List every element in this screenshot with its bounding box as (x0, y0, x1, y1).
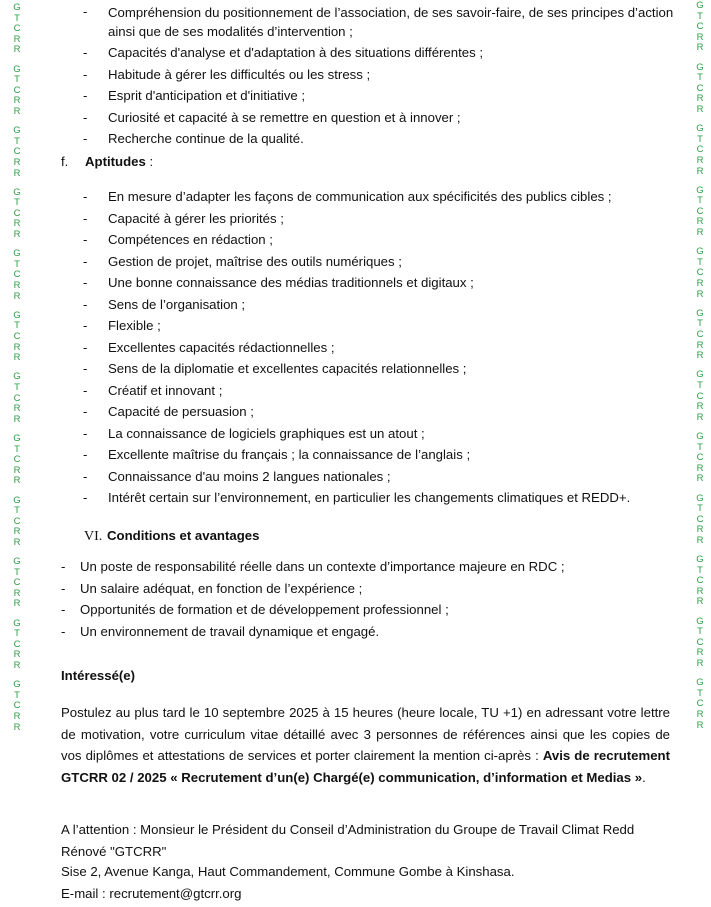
watermark-letter: T (697, 318, 703, 330)
watermark-letter: R (13, 649, 21, 661)
watermark-letter: T (697, 72, 703, 84)
watermark-letter: C (696, 205, 704, 217)
watermark-letter: T (697, 379, 703, 391)
watermark-letter: G (13, 2, 21, 13)
watermark-letter: R (13, 536, 21, 548)
watermark-letter: G (13, 309, 21, 321)
watermark-letter: G (696, 615, 704, 627)
watermark-letter: C (696, 21, 704, 33)
section-vi-title: Conditions et avantages (107, 528, 260, 543)
list-item: - Gestion de projet, maîtrise des outils numériques ; (83, 253, 402, 269)
email-line: E-mail : recrutement@gtcrr.org (61, 886, 242, 901)
watermark-letter: G (696, 123, 704, 135)
watermark-letter: R (696, 339, 704, 351)
watermark-letter: R (696, 31, 704, 43)
watermark-letter: R (696, 585, 704, 597)
watermark-letter: C (13, 23, 21, 35)
watermark-letter: G (696, 184, 704, 196)
watermark-letter: R (696, 596, 704, 608)
list-item: - Capacités d'analyse et d'adaptation à des situations différentes ; (83, 45, 484, 60)
watermark-letter: T (697, 503, 703, 515)
list-item: - Un environnement de travail dynamique et engagé. (61, 624, 380, 640)
watermark-letter: G (696, 0, 704, 11)
watermark-letter: C (13, 392, 21, 404)
watermark-letter: G (13, 617, 21, 629)
watermark-letter: R (696, 350, 704, 362)
section-f-heading: f. Aptitudes : (61, 154, 154, 169)
watermark-letter: G (13, 186, 21, 198)
watermark-letter: R (696, 401, 704, 413)
watermark-letter: C (696, 575, 704, 587)
watermark-letter: G (696, 61, 704, 73)
watermark-letter: T (14, 74, 20, 86)
watermark-letter: R (696, 647, 704, 659)
watermark-letter: C (13, 638, 21, 650)
watermark-letter: R (696, 719, 704, 731)
watermark-letter: G (696, 554, 704, 566)
watermark-letter: T (697, 133, 703, 145)
watermark-letter: C (13, 207, 21, 219)
list-item: - Sens de la diplomatie et excellentes capacités relationnelles ; (83, 361, 467, 376)
watermark-letter: C (696, 390, 704, 402)
watermark-letter: R (696, 524, 704, 536)
list-item: - Excellentes capacités rédactionnelles ; (83, 339, 335, 355)
watermark-letter: G (696, 677, 704, 689)
watermark-letter: G (13, 248, 21, 260)
list-item: - Connaissance d'au moins 2 langues nationales ; (83, 468, 391, 484)
right-watermark (695, 1, 705, 740)
list-item: - Compréhension du positionnement de l’association, de ses savoir-faire, de ses principes d’action ainsi que de ses modalités d’intervention ; (83, 4, 674, 39)
watermark-letter: R (696, 708, 704, 720)
watermark-letter: R (13, 167, 21, 179)
watermark-letter: G (696, 369, 704, 381)
watermark-letter: R (13, 403, 21, 415)
watermark-letter: C (13, 331, 21, 342)
list-item: - Recherche continue de la qualité. (83, 131, 304, 146)
watermark-letter: T (14, 689, 20, 701)
watermark-letter: T (697, 441, 703, 453)
watermark-letter: G (13, 494, 21, 506)
watermark-letter: C (696, 513, 704, 525)
watermark-letter: G (13, 371, 21, 383)
watermark-gap (695, 731, 705, 740)
section-vi-heading: VI. Conditions et avantages (84, 528, 260, 544)
watermark-letter: T (697, 687, 703, 699)
list-item: - Curiosité et capacité à se remettre en question et à innover ; (83, 109, 461, 125)
watermark-letter: C (696, 267, 704, 279)
watermark-letter: R (696, 278, 704, 290)
watermark-letter: C (13, 269, 21, 281)
watermark-letter: R (13, 413, 21, 425)
watermark-gap (12, 733, 22, 742)
watermark-letter: C (696, 636, 704, 648)
watermark-letter: C (13, 146, 21, 158)
watermark-letter: R (696, 288, 704, 300)
watermark-letter: R (696, 462, 704, 474)
list-item: - Sens de l’organisation ; (83, 296, 246, 312)
watermark-letter: R (13, 598, 21, 610)
watermark-letter: R (13, 280, 21, 292)
watermark-letter: G (13, 125, 21, 137)
watermark-letter: R (696, 103, 704, 115)
list-item: - Intérêt certain sur l’environnement, en particulier les changements climatiques et REDD+. (83, 490, 631, 505)
watermark-letter: T (14, 628, 20, 640)
watermark-letter: R (13, 352, 21, 364)
watermark-letter: R (696, 227, 704, 239)
watermark-letter: C (696, 329, 704, 340)
list-item: - Une bonne connaissance des médias traditionnels et digitaux ; (83, 275, 474, 290)
watermark-letter: R (696, 473, 704, 485)
watermark-letter: T (14, 258, 20, 270)
watermark-letter: R (696, 154, 704, 166)
watermark-letter: G (696, 430, 704, 442)
interesse-title: Intéressé(e) (61, 668, 136, 683)
watermark-letter: T (14, 505, 20, 517)
watermark-letter: R (13, 156, 21, 168)
watermark-letter: G (13, 556, 21, 568)
list-item: - Créatif et innovant ; (83, 382, 223, 398)
list-item: - Habitude à gérer les difficultés ou les stress ; (83, 66, 371, 82)
watermark-letter: R (13, 95, 21, 107)
watermark-letter: R (13, 710, 21, 722)
watermark-letter: T (697, 564, 703, 576)
watermark-letter: R (13, 44, 21, 56)
watermark-letter: T (14, 197, 20, 209)
watermark-letter: R (696, 93, 704, 105)
watermark-letter: R (696, 42, 704, 54)
list-item: - Un salaire adéquat, en fonction de l’expérience ; (61, 580, 363, 596)
watermark-letter: G (13, 679, 21, 691)
watermark-letter: C (696, 144, 704, 156)
list-item: - Opportunités de formation et de développement professionnel ; (61, 602, 449, 618)
watermark-letter: R (13, 475, 21, 487)
watermark-letter: R (13, 218, 21, 230)
watermark-letter: R (13, 229, 21, 241)
attention-line: A l’attention : Monsieur le Président du Conseil d’Administration du Groupe de Travail Climat Redd Rénové "GTCRR" (61, 822, 635, 859)
watermark-letter: R (13, 341, 21, 353)
watermark-letter: R (13, 526, 21, 538)
watermark-letter: R (13, 290, 21, 302)
watermark-letter: R (696, 216, 704, 228)
watermark-letter: G (13, 63, 21, 75)
watermark-letter: G (696, 307, 704, 319)
watermark-letter: R (696, 165, 704, 177)
list-item: - Esprit d'anticipation et d'initiative ; (83, 88, 306, 103)
watermark-letter: T (14, 12, 20, 24)
watermark-letter: C (13, 84, 21, 96)
watermark-letter: G (13, 432, 21, 444)
watermark-letter: C (696, 452, 704, 464)
watermark-letter: T (697, 626, 703, 638)
list-item: - Flexible ; (83, 318, 161, 333)
watermark-letter: T (697, 10, 703, 22)
watermark-letter: T (697, 256, 703, 268)
watermark-letter: R (13, 33, 21, 45)
watermark-letter: T (14, 320, 20, 332)
watermark-letter: C (13, 515, 21, 527)
list-item: - Un poste de responsabilité réelle dans un contexte d’importance majeure en RDC ; (61, 559, 565, 574)
aptitudes-list (0, 186, 690, 509)
watermark-letter: T (14, 381, 20, 393)
watermark-letter: C (13, 454, 21, 466)
watermark-letter: R (13, 105, 21, 117)
watermark-letter: C (696, 698, 704, 710)
watermark-letter: C (696, 82, 704, 94)
watermark-letter: R (696, 534, 704, 546)
watermark-letter: R (696, 658, 704, 669)
watermark-letter: C (13, 577, 21, 589)
watermark-letter: T (14, 135, 20, 147)
address-line: Sise 2, Avenue Kanga, Haut Commandement, Commune Gombe à Kinshasa. (61, 864, 515, 879)
watermark-letter: T (14, 566, 20, 578)
watermark-letter: C (13, 700, 21, 712)
watermark-letter: T (14, 443, 20, 455)
job-reference: Avis de recrutement GTCRR 02 / 2025 « Recrutement d’un(e) Chargé(e) communication, d’information et Medias » (61, 748, 670, 785)
watermark-letter: R (696, 411, 704, 423)
watermark-letter: G (696, 246, 704, 258)
list-item: - Compétences en rédaction ; (83, 232, 273, 247)
watermark-letter: R (13, 587, 21, 599)
list-item: - Capacité de persuasion ; (83, 404, 254, 419)
watermark-letter: R (13, 721, 21, 733)
application-paragraph: Postulez au plus tard le 10 septembre 2025 à 15 heures (heure locale, TU +1) en adressant votre lettre de motivation, votre curriculum vitae détaillé avec 3 personnes de références ainsi que les copies de vos diplômes et attestations de services et porter clairement la mention ci-après : Avis de recrutement GTCRR 02 / 2025 « Recrutement d’un(e) Chargé(e) communication, d’information et Medias ». (61, 705, 670, 785)
section-f-title: Aptitudes (85, 154, 146, 169)
list-item: - Capacité à gérer les priorités ; (83, 210, 284, 226)
list-item: - La connaissance de logiciels graphiques est un atout ; (83, 425, 425, 441)
watermark-letter: R (13, 464, 21, 476)
watermark-letter: G (696, 492, 704, 504)
watermark-letter: T (697, 195, 703, 207)
list-item: - En mesure d’adapter les façons de communication aux spécificités des publics cibles ; (83, 189, 612, 204)
conditions-list (0, 556, 690, 643)
list-item: - Excellente maîtrise du français ; la connaissance de l’anglais ; (83, 447, 471, 462)
watermark-letter: R (13, 660, 21, 671)
section-e-list (0, 2, 690, 150)
